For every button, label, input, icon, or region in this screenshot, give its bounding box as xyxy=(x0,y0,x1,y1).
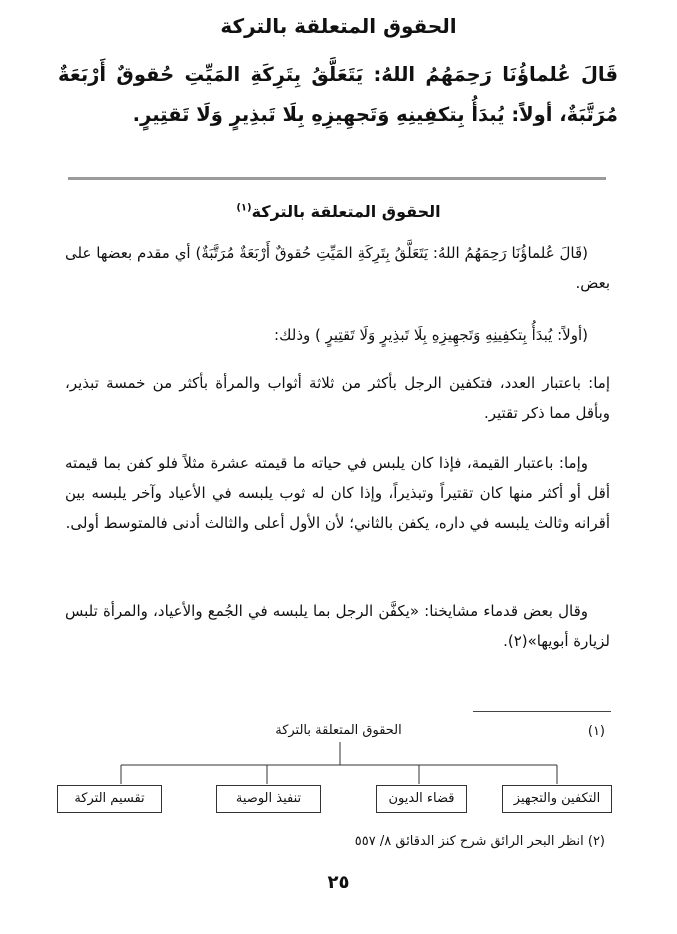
diagram-box-shrouding: التكفين والتجهيز xyxy=(502,785,612,813)
footnote-ref-1: (١) xyxy=(236,202,252,214)
commentary-paragraph-4: وإما: باعتبار القيمة، فإذا كان يلبس في حياته ما قيمته عشرة مثلاً فلو كفن بما قيمته أقل أو أكثر منها كان تقتيراً وتبذيراً، وإذا كان له ثوب يلبسه في الأعياد وآخر يلبسه بين أقرانه وثالث يلبسه في داره، يكفن بالثاني؛ لأن الأول أعلى والثالث أدنى فالمتوسط أولى. xyxy=(65,454,610,532)
page-heading: الحقوق المتعلقة بالتركة xyxy=(220,14,457,38)
diagram-root-label: الحقوق المتعلقة بالتركة xyxy=(275,723,402,738)
matn-text: قَالَ عُلماؤُنَا رَحِمَهُمُ اللهُ: يَتَعَلَّقُ بِتَرِكَةِ المَيِّتِ حُقوقٌ أَرْبَعَةٌ مُرَتَّبَةٌ، أولاً: يُبدَأُ بِتكفِينِهِ وَتَجهِيزِهِ بِلَا تَبذِيرٍ وَلَا تَقتِيرٍ. xyxy=(58,63,618,126)
footnote-1-number: (١) xyxy=(587,724,605,739)
commentary-paragraph-5: وقال بعض قدماء مشايخنا: «يكفَّن الرجل بما يلبسه في الجُمع والأعياد، والمرأة تلبس لزيارة أبويها»(٢). xyxy=(65,602,610,650)
page-number: ٢٥ xyxy=(327,872,350,893)
commentary-paragraph-1: (قَالَ عُلماؤُنَا رَحِمَهُمُ اللهُ: يَتَعَلَّقُ بِتَرِكَةِ المَيِّتِ حُقوقٌ أَرْبَعَةٌ مُرَتَّبَةٌ) أي مقدم بعضها على بعض. xyxy=(65,244,610,292)
commentary-paragraph-3: إما: باعتبار العدد، فتكفين الرجل بأكثر من ثلاثة أثواب والمرأة بأكثر من خمسة تبذير، وبأقل مما ذكر تقتير. xyxy=(65,374,610,422)
diagram-box-will: تنفيذ الوصية xyxy=(216,785,321,813)
footnote-2: (٢) انظر البحر الرائق شرح كنز الدقائق ٨/ ٥٥٧ xyxy=(354,834,605,849)
commentary-paragraph-2: (أولاً: يُبدَأُ بِتكفِينِهِ وَتَجهِيزِهِ بِلَا تَبذِيرٍ وَلَا تَقتِيرٍ ) وذلك: xyxy=(274,326,588,344)
diagram-box-debts: قضاء الديون xyxy=(376,785,467,813)
section-heading-text: الحقوق المتعلقة بالتركة xyxy=(251,202,441,221)
diagram-box-estate-division: تقسيم التركة xyxy=(57,785,162,813)
